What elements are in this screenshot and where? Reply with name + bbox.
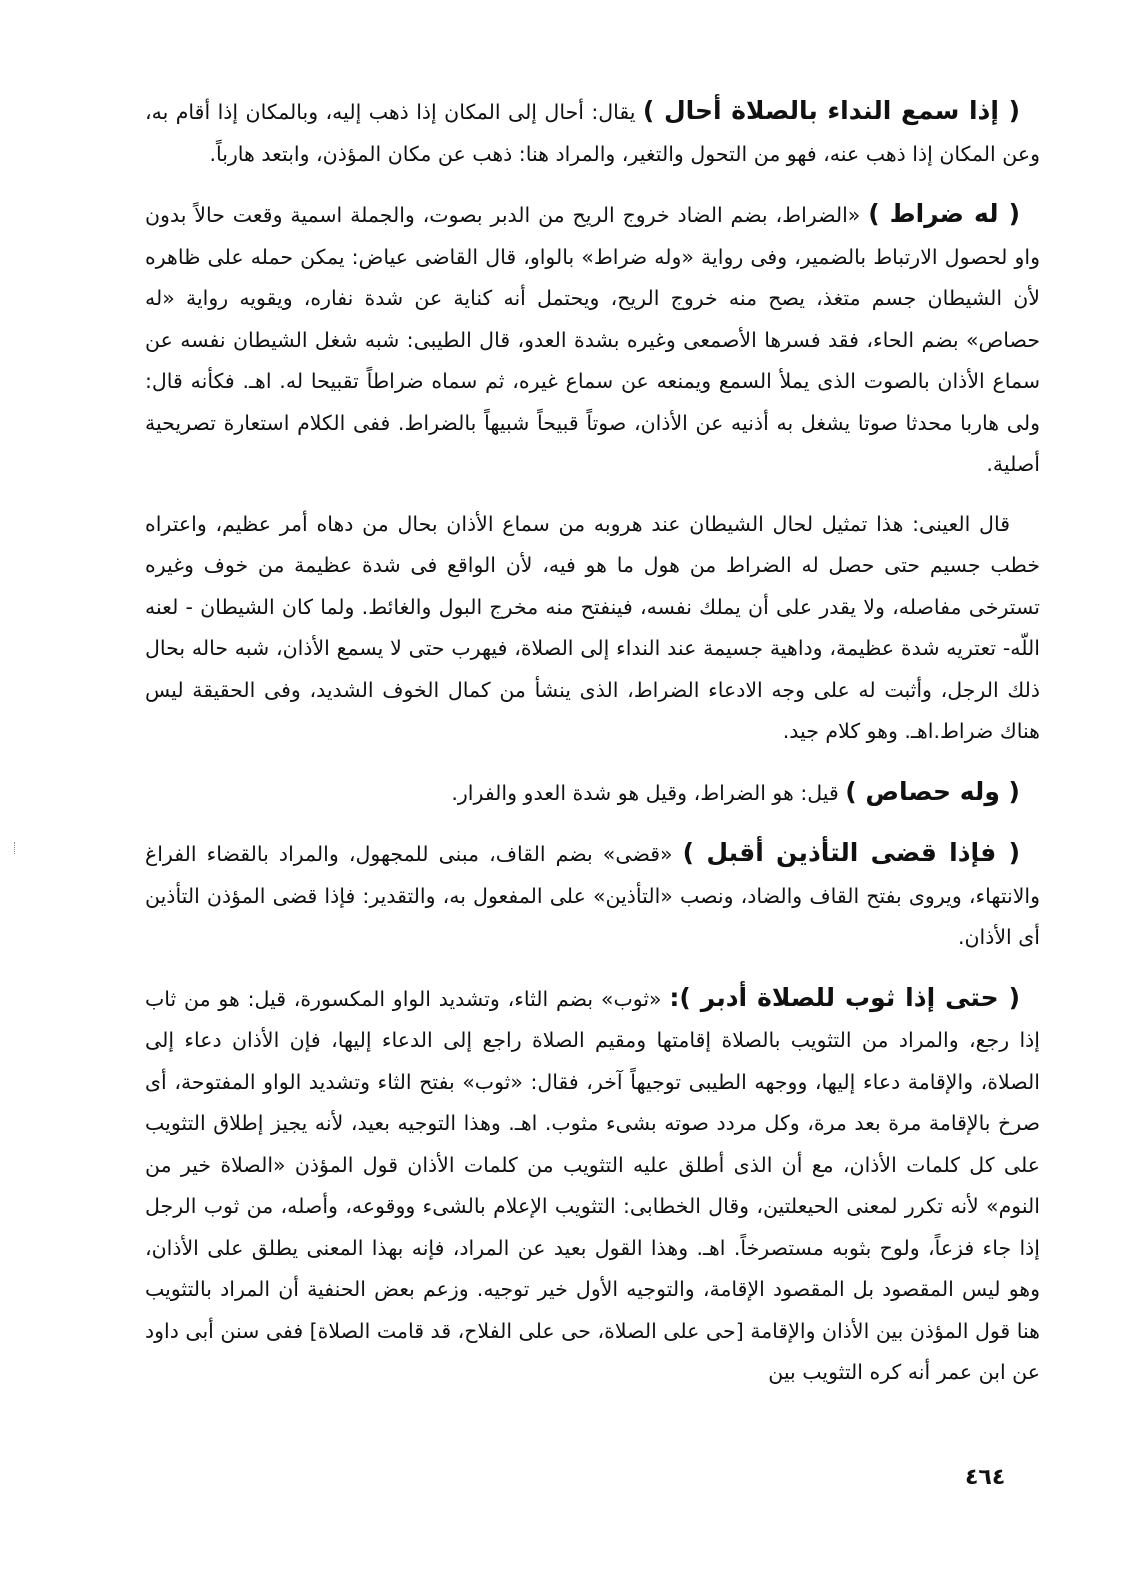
paragraph-thuwwiba [145,977,1040,1394]
page-number: ٤٦٤ [965,1465,1006,1490]
scan-artifact [14,842,21,854]
lemma-heading: ( له ضراط ) [868,199,1020,228]
paragraph-text: يقال: أحال إلى المكان إذا ذهب إليه، وبالمكان إذا أقام به، وعن المكان إذا ذهب عنه، فهو من التحول والتغير، والمراد هنا: ذهب عن مكان المؤذن، وابتعد هارباً. [145,100,1040,166]
lemma-heading: ( وله حصاص ) [845,776,1020,806]
paragraph-text: «قضى» بضم القاف، مبنى للمجهول، والمراد بالقضاء الفراغ والانتهاء، ويروى بفتح القاف والضاد، ونصب «التأذين» على المفعول به، والتقدير: فإذا قضى المؤذن التأذين أى الأذان. [145,842,1040,949]
paragraph-qudiya-tadhin [145,832,1040,959]
paragraph-text: «ثوب» بضم الثاء، وتشديد الواو المكسورة، قيل: هو من ثاب إذا رجع، والمراد من التثويب بالصلاة إقامتها ومقيم الصلاة راجع إلى الدعاء إليها، فإن الأذان دعاء إلى الصلاة، والإقامة دعاء إليها، ووجهه الطيبى توجيهاً آخر، فقال: «ثوب» بفتح الثاء وتشديد الواو المفتوحة، أى صرخ بالإقامة مرة بعد مرة، وكل مردد صوته بشىء مثوب. اهـ. وهذا التوجيه بعيد، لأنه يجيز إطلاق التثويب على كل كلمات الأذان، مع أن الذى أطلق عليه التثويب من كلمات الأذان قول المؤذن «الصلاة خير من النوم» لأنه تكرر لمعنى الحيعلتين، وقال الخطابى: التثويب الإعلام بالشىء ووقوعه، وأصله، من ثوب الرجل إذا جاء فزعاً، ولوح بثوبه مستصرخاً. اهـ. وهذا القول بعيد عن المراد، فإنه بهذا المعنى يطلق على الأذان، وهو ليس المقصود بل المقصود الإقامة، والتوجيه الأول خير توجيه. وزعم بعض الحنفية أن المراد بالتثويب هنا قول المؤذن بين الأذان والإقامة [حى على الصلاة، حى على الفلاح، قد قامت الصلاة] ففى سنن أبى داود عن ابن عمر أنه كره التثويب بين [145,986,1040,1384]
lemma-heading: ( إذا سمع النداء بالصلاة أحال ) [642,96,1020,125]
book-page [145,90,1040,1412]
paragraph-durat [145,193,1040,486]
paragraph-ihala [145,90,1040,175]
paragraph-text: قال العينى: هذا تمثيل لحال الشيطان عند هروبه من سماع الأذان بحال من دهاه أمر عظيم، واعتراه خطب جسيم حتى حصل له الضراط من هول ما هو فيه، لأن الواقع فى شدة عظيمة من خوف وغيره تسترخى مفاصله، ولا يقدر على أن يملك نفسه، فينفتح منه مخرج البول والغائط. ولما كان الشيطان - لعنه اللّه- تعتريه شدة عظيمة، وداهية جسيمة عند النداء إلى الصلاة، فيهرب حتى لا يسمع الأذان، شبه حاله بحال ذلك الرجل، وأثبت له على وجه الادعاء الضراط، الذى ينشأ من كمال الخوف الشديد، وفى الحقيقة ليس هناك ضراط.اهـ. وهو كلام جيد. [145,511,1040,743]
lemma-heading: ( حتى إذا ثوب للصلاة أدبر ): [669,982,1021,1012]
paragraph-aini-commentary [145,504,1040,753]
paragraph-hisas [145,771,1040,815]
paragraph-text: «الضراط، بضم الضاد خروج الريح من الدبر بصوت، والجملة اسمية وقعت حالاً بدون واو لحصول الارتباط بالضمير، وفى رواية «وله ضراط» بالواو، قال القاضى عياض: يمكن حمله على ظاهره لأن الشيطان جسم متغذ، يصح منه خروج الريح، ويحتمل أنه كناية عن شدة نفاره، ويقويه رواية «له حصاص» بضم الحاء، فقد فسرها الأصمعى وغيره بشدة العدو، قال الطيبى: شبه شغل الشيطان نفسه عن سماع الأذان بالصوت الذى يملأ السمع ويمنعه عن سماع غيره، ثم سماه ضراطاً تقبيحا له. اهـ. فكأنه قال: ولى هاربا محدثا صوتا يشغل به أذنيه عن الأذان، صوتاً قبيحاً شبيهاً بالضراط. ففى الكلام استعارة تصريحية أصلية. [145,203,1040,476]
lemma-heading: ( فإذا قضى التأذين أقبل ) [682,838,1020,867]
paragraph-text: قيل: هو الضراط، وقيل هو شدة العدو والفرار. [451,780,846,805]
